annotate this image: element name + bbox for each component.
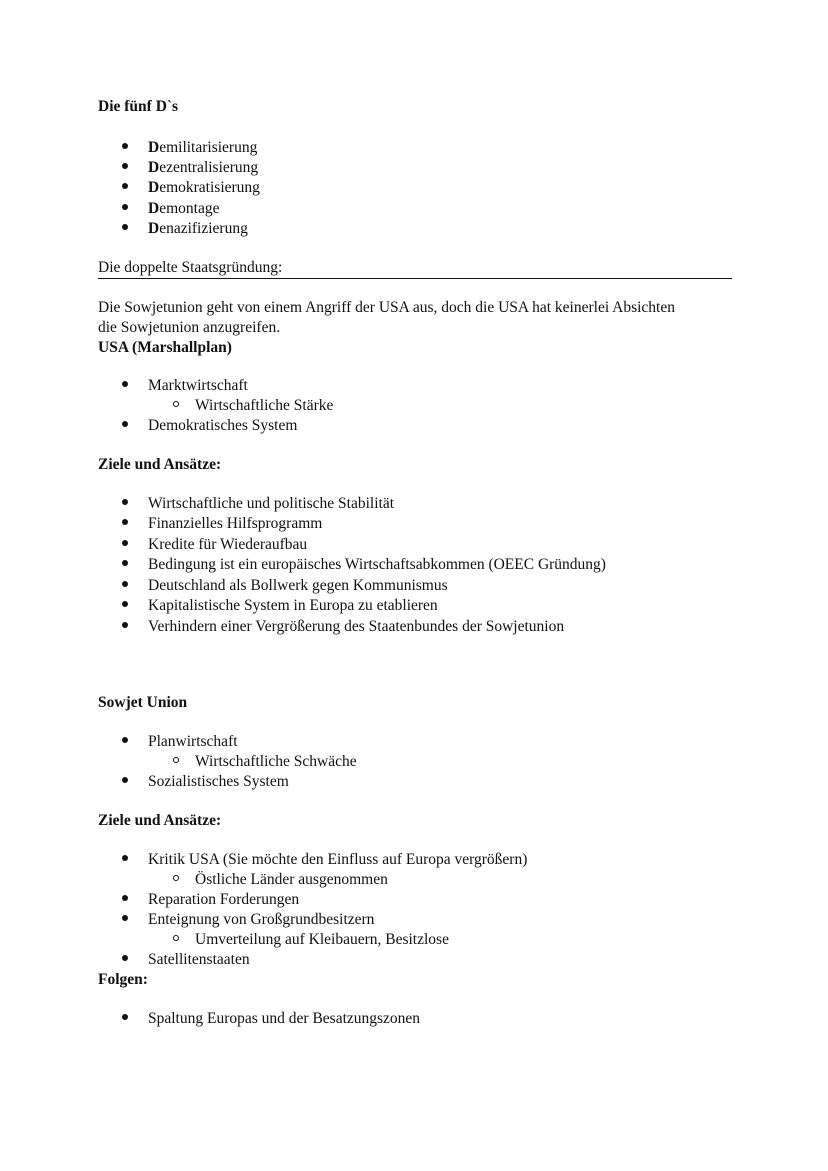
list-item: Wirtschaftliche und politische Stabilität xyxy=(122,494,394,514)
bullet-icon xyxy=(122,560,128,566)
bullet-icon xyxy=(122,737,128,743)
bullet-icon xyxy=(122,955,128,961)
list-item: Planwirtschaft xyxy=(122,732,238,752)
bullet-icon xyxy=(122,163,128,169)
circle-bullet-icon xyxy=(173,401,179,407)
bullet-icon xyxy=(122,381,128,387)
list-item: Satellitenstaaten xyxy=(122,950,250,970)
heading-double-state-founding: Die doppelte Staatsgründung: xyxy=(98,259,283,276)
bullet-icon xyxy=(122,601,128,607)
list-item: Marktwirtschaft xyxy=(122,376,248,396)
list-item: Kritik USA (Sie möchte den Einfluss auf Europa vergrößern) xyxy=(122,850,527,870)
list-item: Dezentralisierung xyxy=(122,158,258,178)
bullet-icon xyxy=(122,1014,128,1020)
sub-list-item: Wirtschaftliche Schwäche xyxy=(173,752,357,772)
sub-list-item: Umverteilung auf Kleibauern, Besitzlose xyxy=(173,930,449,950)
bullet-icon xyxy=(122,499,128,505)
bullet-icon xyxy=(122,519,128,525)
heading-consequences: Folgen: xyxy=(98,971,148,988)
list-item: Demokratisierung xyxy=(122,178,260,198)
paragraph-line: Die Sowjetunion geht von einem Angriff der USA aus, doch die USA hat keinerlei Absichten xyxy=(98,299,675,316)
bullet-icon xyxy=(122,915,128,921)
bullet-icon xyxy=(122,895,128,901)
circle-bullet-icon xyxy=(173,875,179,881)
list-item: Verhindern einer Vergrößerung des Staatenbundes der Sowjetunion xyxy=(122,617,564,637)
bullet-icon xyxy=(122,581,128,587)
list-item: Bedingung ist ein europäisches Wirtschaftsabkommen (OEEC Gründung) xyxy=(122,555,606,575)
list-item: Denazifizierung xyxy=(122,219,248,239)
sub-list-item: Wirtschaftliche Stärke xyxy=(173,396,333,416)
heading-soviet-union: Sowjet Union xyxy=(98,694,188,711)
heading-five-ds: Die fünf D`s xyxy=(98,98,179,115)
list-item: Enteignung von Großgrundbesitzern xyxy=(122,910,374,930)
heading-soviet-goals: Ziele und Ansätze: xyxy=(98,812,222,829)
heading-usa-goals: Ziele und Ansätze: xyxy=(98,456,222,473)
paragraph-line: die Sowjetunion anzugreifen. xyxy=(98,319,281,336)
list-item: Demilitarisierung xyxy=(122,138,257,158)
list-item: Spaltung Europas und der Besatzungszonen xyxy=(122,1009,420,1029)
list-item: Demokratisches System xyxy=(122,416,297,436)
list-item: Sozialistisches System xyxy=(122,772,289,792)
bullet-icon xyxy=(122,622,128,628)
list-item: Finanzielles Hilfsprogramm xyxy=(122,514,322,534)
circle-bullet-icon xyxy=(173,935,179,941)
list-item: Reparation Forderungen xyxy=(122,890,299,910)
bullet-icon xyxy=(122,421,128,427)
bullet-icon xyxy=(122,224,128,230)
list-item: Kredite für Wiederaufbau xyxy=(122,535,307,555)
list-item: Demontage xyxy=(122,199,219,219)
list-item: Deutschland als Bollwerk gegen Kommunismus xyxy=(122,576,448,596)
sub-list-item: Östliche Länder ausgenommen xyxy=(173,870,388,890)
circle-bullet-icon xyxy=(173,757,179,763)
bullet-icon xyxy=(122,204,128,210)
list-item: Kapitalistische System in Europa zu etablieren xyxy=(122,596,438,616)
heading-usa: USA (Marshallplan) xyxy=(98,339,232,356)
bullet-icon xyxy=(122,777,128,783)
bullet-icon xyxy=(122,183,128,189)
bullet-icon xyxy=(122,855,128,861)
bullet-icon xyxy=(122,143,128,149)
divider-line xyxy=(98,278,732,279)
bullet-icon xyxy=(122,540,128,546)
